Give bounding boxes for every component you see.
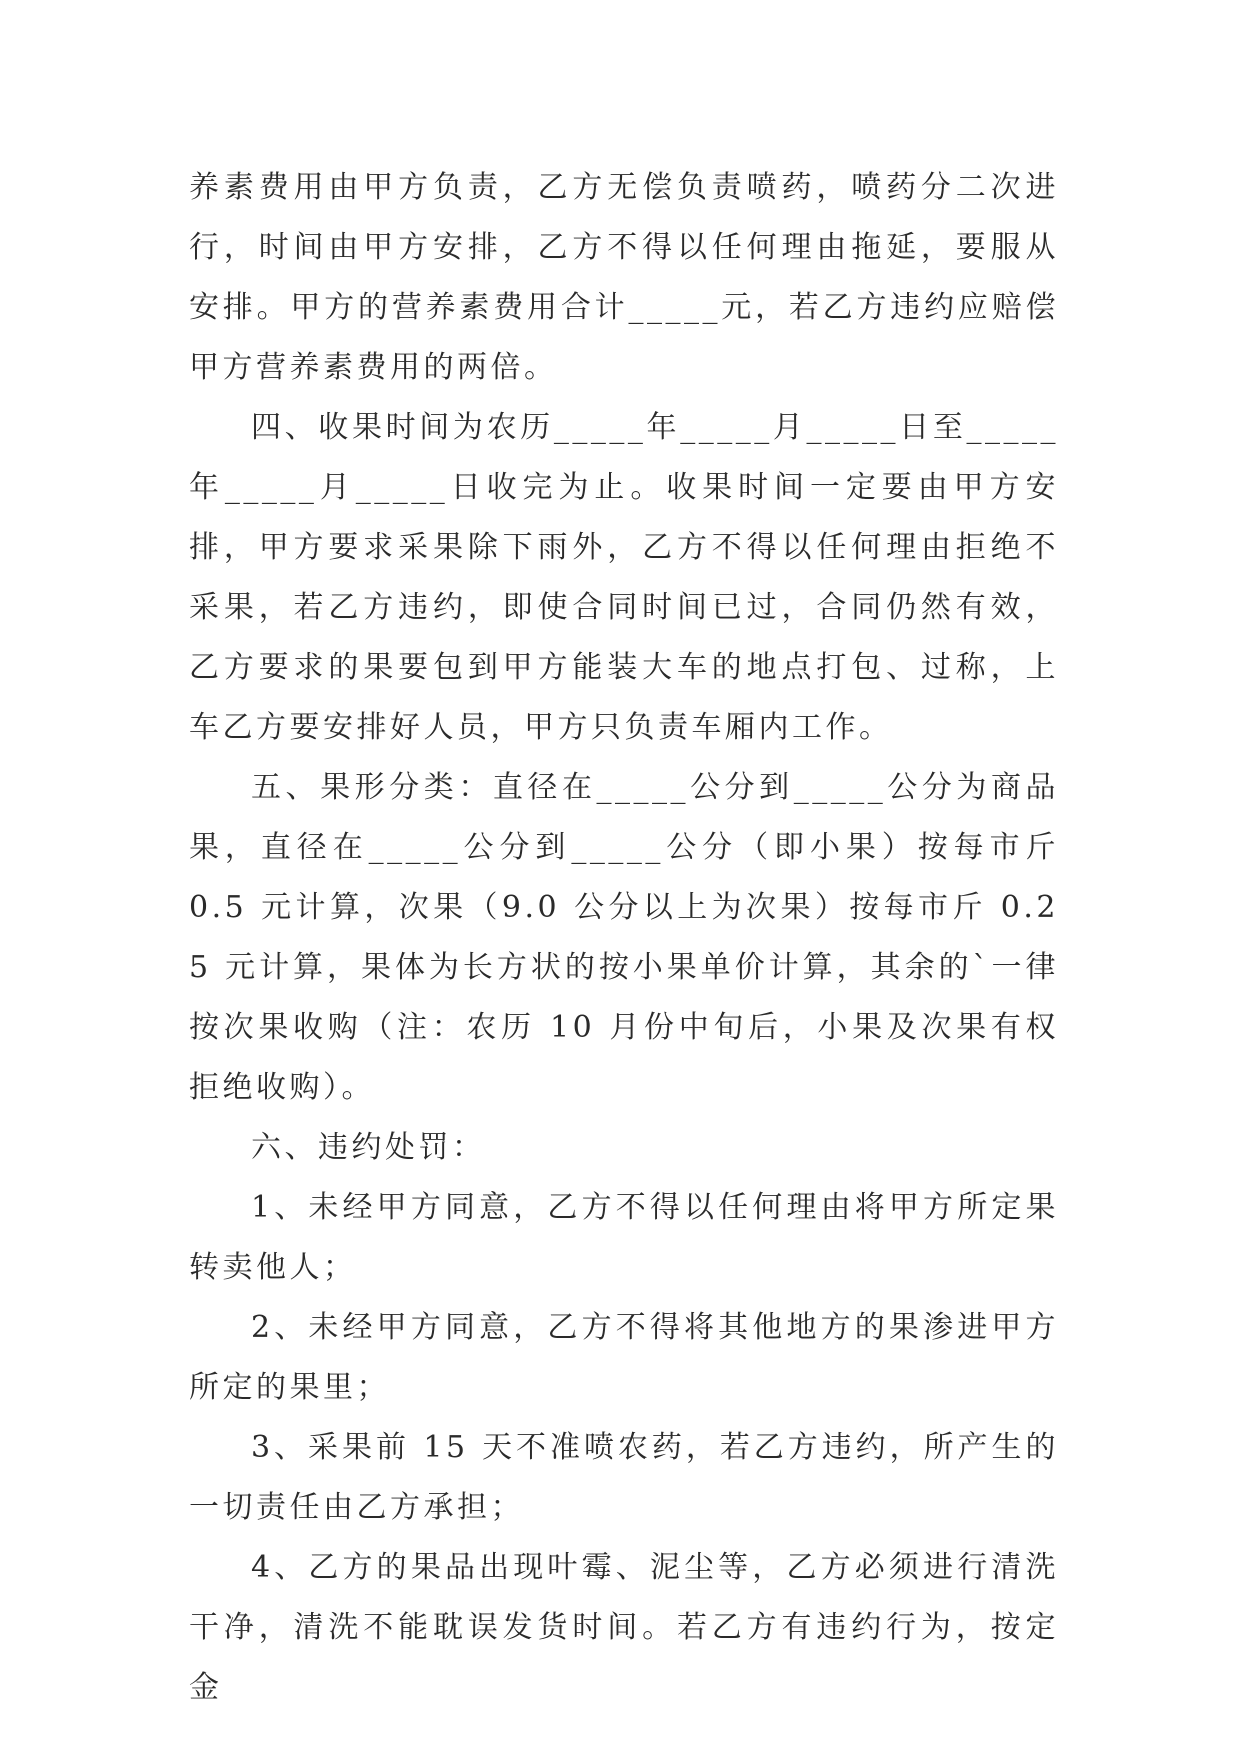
paragraph-fruit-classification: 五、果形分类：直径在_____公分到_____公分为商品果，直径在_____公分到_____公分（即小果）按每市斤 0.5 元计算，次果（9.0 公分以上为次果）按每市斤 0.25 元计算，果体为长方状的按小果单价计算，其余的`一律按次果收购（注：农历 10 月份中旬后，小果及次果有权拒绝收购）。 — [189, 770, 1059, 1105]
paragraph-penalty-item-4: 4、乙方的果品出现叶霉、泥尘等，乙方必须进行清洗干净，清洗不能耽误发货时间。若乙方有违约行为，按定金 — [189, 1550, 1059, 1705]
document-body — [189, 158, 1059, 1718]
paragraph-penalty-item-3: 3、采果前 15 天不准喷农药，若乙方违约，所产生的一切责任由乙方承担； — [189, 1430, 1059, 1525]
paragraph-penalty-item-1: 1、未经甲方同意，乙方不得以任何理由将甲方所定果转卖他人； — [189, 1190, 1059, 1285]
paragraph-harvest-time: 四、收果时间为农历_____年_____月_____日至_____年_____月_____日收完为止。收果时间一定要由甲方安排，甲方要求采果除下雨外，乙方不得以任何理由拒绝不采果，若乙方违约，即使合同时间已过，合同仍然有效，乙方要求的果要包到甲方能装大车的地点打包、过称，上车乙方要安排好人员，甲方只负责车厢内工作。 — [189, 410, 1059, 745]
paragraph-penalty-item-2: 2、未经甲方同意，乙方不得将其他地方的果渗进甲方所定的果里； — [189, 1310, 1059, 1405]
paragraph-penalty-heading: 六、违约处罚： — [251, 1130, 486, 1165]
paragraph-nutrient-cost: 养素费用由甲方负责，乙方无偿负责喷药，喷药分二次进行，时间由甲方安排，乙方不得以任何理由拖延，要服从安排。甲方的营养素费用合计_____元，若乙方违约应赔偿甲方营养素费用的两倍。 — [189, 170, 1059, 385]
